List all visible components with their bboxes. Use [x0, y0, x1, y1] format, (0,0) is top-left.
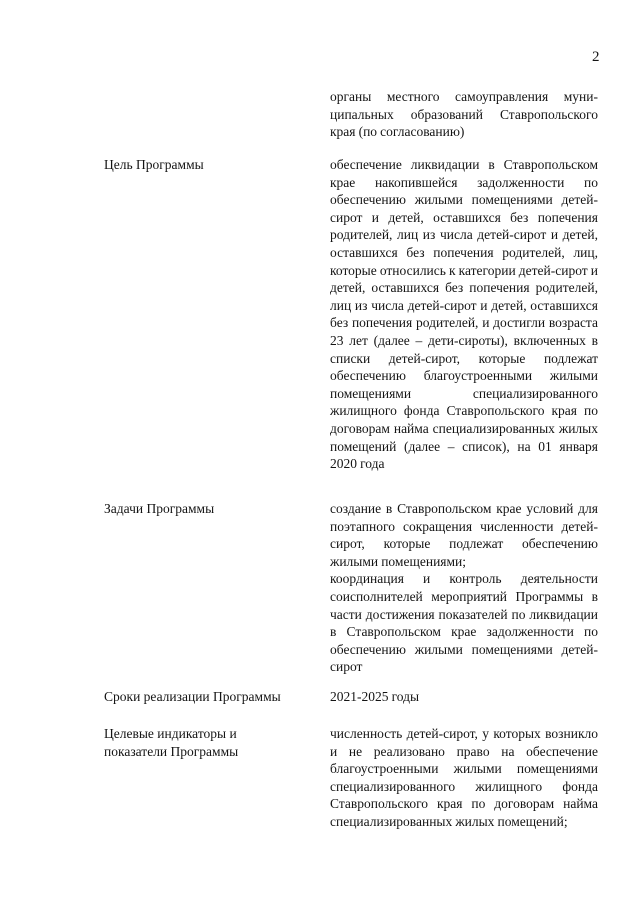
row-text-executors	[330, 88, 598, 141]
row-label-goal: Цель Программы	[104, 157, 204, 172]
row-label-timeframe: Сроки реализации Программы	[104, 689, 281, 704]
row-label-indicators: Целевые индикаторы и показатели Программы	[104, 726, 239, 759]
row-paragraph: численность детей-сирот, у которых возникло и не реализовано право на обеспечение благоустроенными жилыми помещениями специализированного жилищного фонда Ставропольского края по договорам найма специализированных жилых помещений;	[330, 726, 598, 829]
row-paragraph: создание в Ставропольском крае условий для поэтапного сокращения численности детей-сирот, которые подлежат обеспечению жилыми помещениями;	[330, 501, 598, 569]
row-label-tasks: Задачи Программы	[104, 501, 215, 516]
row-paragraph: органы местного самоуправления муниципальных образований Ставропольского края (по согласованию)	[330, 89, 598, 140]
row-paragraph: 2021-2025 годы	[330, 689, 420, 704]
row-text-tasks	[330, 500, 598, 676]
row-paragraph: координация и контроль деятельности соисполнителей мероприятий Программы в части достижения показателей по ликвидации в Ставропольском крае задолженности по обеспечению жилыми помещениями детей-сирот	[330, 571, 598, 675]
row-paragraph: обеспечение ликвидации в Ставропольском крае накопившейся задолженности по обеспечению жилыми помещениями детей-сирот и детей, оставшихся без попечения родителей, лиц из числа детей-сирот и детей, оставшихся без попечения родителей, лиц, которые относились к категории детей-сирот и детей, оставшихся без попечения родителей, лиц из числа детей-сирот и детей, оставшихся без попечения родителей, и достигли возраста 23 лет (далее – дети-сироты), включенных в списки детей-сирот, которые подлежат обеспечению благоустроенными жилыми помещениями специализированного жилищного фонда Ставропольского края по договорам найма специализированных жилых помещений (далее – список), на 01 января 2020 года	[330, 157, 598, 472]
row-text-timeframe	[330, 688, 598, 706]
row-text-goal	[330, 156, 598, 473]
page-number: 2	[592, 49, 600, 65]
row-text-indicators	[330, 725, 598, 831]
